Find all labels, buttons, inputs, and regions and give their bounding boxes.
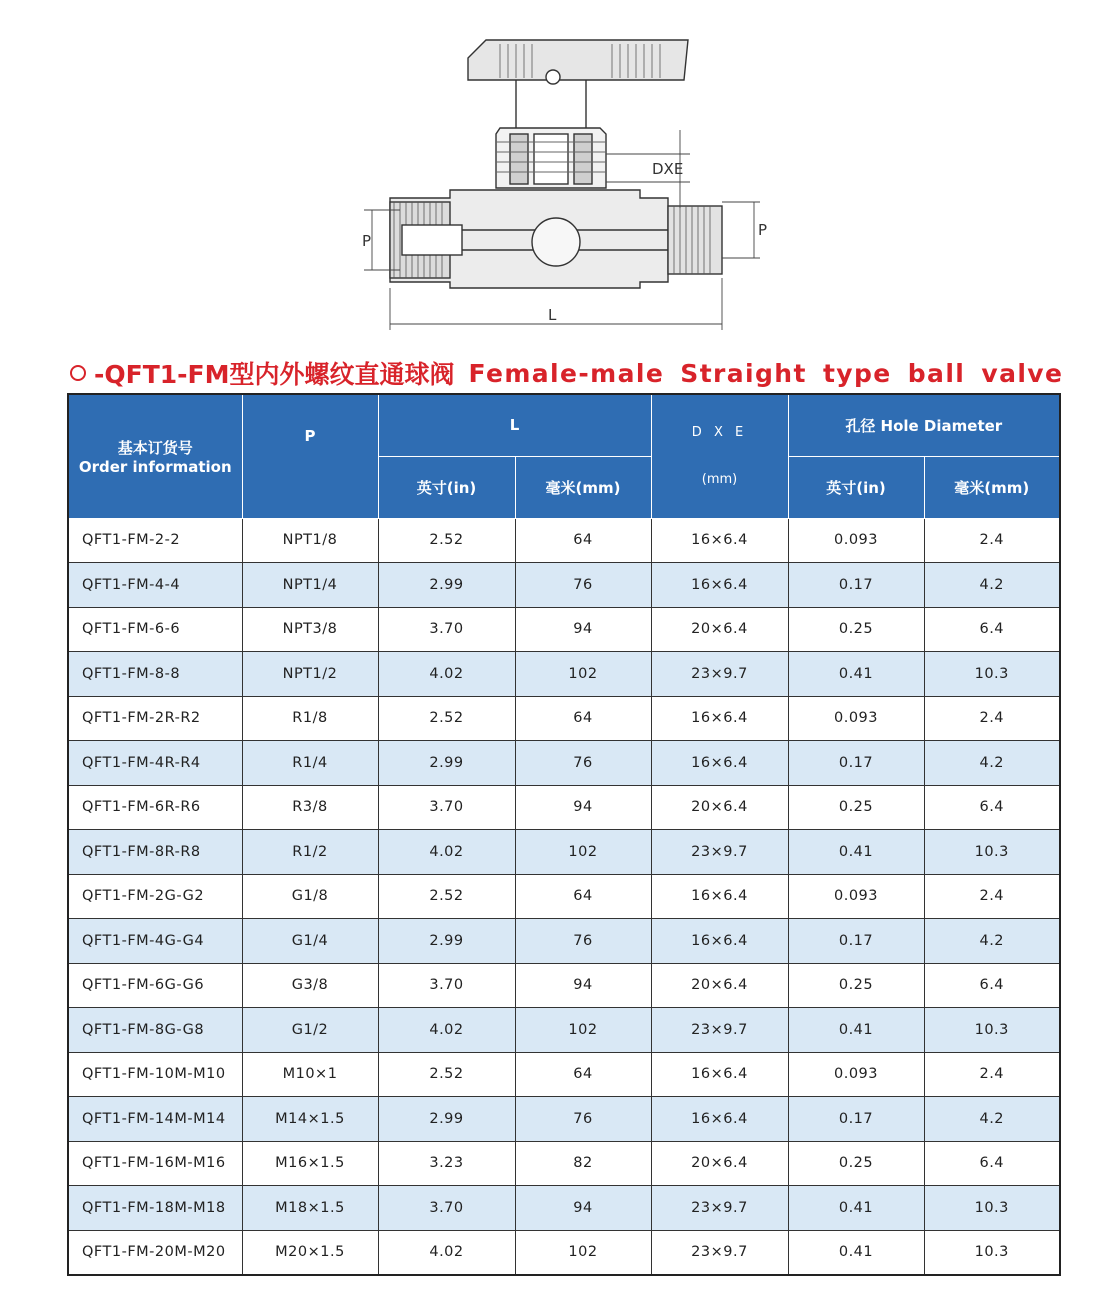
cell-order-code: QFT1-FM-20M-M20 — [68, 1230, 242, 1275]
cell-dxe: 23×9.7 — [651, 1186, 788, 1231]
cell-dxe: 16×6.4 — [651, 563, 788, 608]
cell-l-mm: 82 — [515, 1141, 651, 1186]
header-l-mm: 毫米(mm) — [515, 456, 651, 518]
table-row — [68, 919, 1060, 964]
cell-dxe: 20×6.4 — [651, 785, 788, 830]
cell-dxe: 16×6.4 — [651, 696, 788, 741]
cell-hole-mm: 10.3 — [924, 1008, 1060, 1053]
table-row — [68, 696, 1060, 741]
cell-l-mm: 94 — [515, 963, 651, 1008]
cell-hole-mm: 10.3 — [924, 830, 1060, 875]
cell-l-in: 4.02 — [378, 1008, 515, 1053]
cell-hole-mm: 4.2 — [924, 1097, 1060, 1142]
header-order-en: Order information — [78, 457, 232, 476]
cell-p: NPT1/8 — [242, 518, 378, 563]
cell-hole-in: 0.093 — [788, 874, 924, 919]
cell-dxe: 23×9.7 — [651, 1230, 788, 1275]
cell-l-mm: 64 — [515, 696, 651, 741]
cell-order-code: QFT1-FM-4G-G4 — [68, 919, 242, 964]
cell-p: NPT1/4 — [242, 563, 378, 608]
cell-order-code: QFT1-FM-6G-G6 — [68, 963, 242, 1008]
cell-order-code: QFT1-FM-10M-M10 — [68, 1052, 242, 1097]
cell-order-code: QFT1-FM-16M-M16 — [68, 1141, 242, 1186]
cell-dxe: 20×6.4 — [651, 607, 788, 652]
table-row — [68, 830, 1060, 875]
cell-order-code: QFT1-FM-8-8 — [68, 652, 242, 697]
table-row — [68, 741, 1060, 786]
header-l: L — [378, 394, 651, 456]
table-row — [68, 1230, 1060, 1275]
cell-l-mm: 102 — [515, 652, 651, 697]
cell-order-code: QFT1-FM-14M-M14 — [68, 1097, 242, 1142]
cell-order-code: QFT1-FM-2G-G2 — [68, 874, 242, 919]
cell-dxe: 16×6.4 — [651, 874, 788, 919]
header-hole-in: 英寸(in) — [788, 456, 924, 518]
cell-hole-in: 0.093 — [788, 1052, 924, 1097]
header-l-in: 英寸(in) — [378, 456, 515, 518]
cell-hole-mm: 2.4 — [924, 518, 1060, 563]
cell-dxe: 20×6.4 — [651, 1141, 788, 1186]
table-row — [68, 1141, 1060, 1186]
cell-order-code: QFT1-FM-8G-G8 — [68, 1008, 242, 1053]
cell-hole-in: 0.25 — [788, 607, 924, 652]
header-p: P — [242, 394, 378, 518]
table-row — [68, 785, 1060, 830]
cell-l-mm: 94 — [515, 785, 651, 830]
valve-diagram — [350, 30, 790, 342]
cell-order-code: QFT1-FM-2-2 — [68, 518, 242, 563]
cell-p: G1/2 — [242, 1008, 378, 1053]
cell-l-in: 2.99 — [378, 741, 515, 786]
cell-hole-in: 0.093 — [788, 696, 924, 741]
cell-l-in: 2.99 — [378, 1097, 515, 1142]
cell-hole-in: 0.41 — [788, 652, 924, 697]
dxe-label: DXE — [652, 160, 684, 178]
spec-table — [67, 393, 1061, 1276]
cell-hole-in: 0.41 — [788, 1230, 924, 1275]
header-hole: 孔径 Hole Diameter — [788, 394, 1060, 456]
cell-l-in: 4.02 — [378, 830, 515, 875]
cell-l-in: 3.70 — [378, 963, 515, 1008]
cell-order-code: QFT1-FM-6-6 — [68, 607, 242, 652]
title-english: Female-male Straight type ball valve — [468, 358, 1064, 388]
cell-hole-mm: 6.4 — [924, 607, 1060, 652]
cell-order-code: QFT1-FM-4R-R4 — [68, 741, 242, 786]
cell-hole-in: 0.17 — [788, 919, 924, 964]
cell-l-in: 2.99 — [378, 919, 515, 964]
cell-l-in: 2.52 — [378, 696, 515, 741]
cell-dxe: 16×6.4 — [651, 518, 788, 563]
cell-l-in: 4.02 — [378, 652, 515, 697]
cell-l-in: 3.70 — [378, 1186, 515, 1231]
table-row — [68, 1097, 1060, 1142]
cell-hole-in: 0.17 — [788, 1097, 924, 1142]
cell-hole-mm: 6.4 — [924, 963, 1060, 1008]
cell-p: R3/8 — [242, 785, 378, 830]
cell-p: G3/8 — [242, 963, 378, 1008]
cell-hole-in: 0.17 — [788, 741, 924, 786]
cell-l-mm: 94 — [515, 1186, 651, 1231]
l-label: L — [548, 306, 557, 324]
cell-order-code: QFT1-FM-4-4 — [68, 563, 242, 608]
cell-l-in: 2.99 — [378, 563, 515, 608]
circle-bullet-icon — [70, 365, 86, 381]
cell-hole-mm: 2.4 — [924, 874, 1060, 919]
table-row — [68, 607, 1060, 652]
cell-dxe: 20×6.4 — [651, 963, 788, 1008]
cell-hole-in: 0.17 — [788, 563, 924, 608]
cell-order-code: QFT1-FM-2R-R2 — [68, 696, 242, 741]
table-row — [68, 563, 1060, 608]
cell-hole-mm: 6.4 — [924, 785, 1060, 830]
cell-hole-in: 0.41 — [788, 1186, 924, 1231]
product-title — [70, 355, 1063, 391]
cell-p: G1/8 — [242, 874, 378, 919]
cell-hole-mm: 2.4 — [924, 696, 1060, 741]
cell-dxe: 16×6.4 — [651, 741, 788, 786]
cell-hole-mm: 10.3 — [924, 652, 1060, 697]
table-row — [68, 1052, 1060, 1097]
cell-dxe: 23×9.7 — [651, 830, 788, 875]
cell-l-in: 2.52 — [378, 518, 515, 563]
cell-hole-mm: 10.3 — [924, 1186, 1060, 1231]
cell-hole-in: 0.41 — [788, 830, 924, 875]
header-dxe-unit: (mm) — [701, 472, 738, 488]
cell-hole-mm: 6.4 — [924, 1141, 1060, 1186]
cell-dxe: 23×9.7 — [651, 1008, 788, 1053]
cell-hole-in: 0.25 — [788, 963, 924, 1008]
header-dxe-label: D X E — [691, 425, 748, 441]
table-row — [68, 518, 1060, 563]
p-right-label: P — [758, 221, 768, 239]
cell-order-code: QFT1-FM-6R-R6 — [68, 785, 242, 830]
cell-hole-in: 0.41 — [788, 1008, 924, 1053]
cell-p: M20×1.5 — [242, 1230, 378, 1275]
cell-l-mm: 76 — [515, 1097, 651, 1142]
cell-dxe: 23×9.7 — [651, 652, 788, 697]
cell-p: R1/8 — [242, 696, 378, 741]
cell-hole-mm: 4.2 — [924, 563, 1060, 608]
table-row — [68, 963, 1060, 1008]
cell-p: R1/2 — [242, 830, 378, 875]
cell-l-in: 3.23 — [378, 1141, 515, 1186]
cell-hole-mm: 4.2 — [924, 919, 1060, 964]
cell-l-in: 2.52 — [378, 874, 515, 919]
cell-l-mm: 64 — [515, 1052, 651, 1097]
header-order — [68, 394, 242, 518]
cell-p: NPT1/2 — [242, 652, 378, 697]
cell-order-code: QFT1-FM-18M-M18 — [68, 1186, 242, 1231]
cell-l-in: 2.52 — [378, 1052, 515, 1097]
cell-hole-mm: 10.3 — [924, 1230, 1060, 1275]
table-row — [68, 1008, 1060, 1053]
table-row — [68, 874, 1060, 919]
header-hole-mm: 毫米(mm) — [924, 456, 1060, 518]
cell-hole-in: 0.093 — [788, 518, 924, 563]
cell-p: M16×1.5 — [242, 1141, 378, 1186]
cell-p: G1/4 — [242, 919, 378, 964]
cell-l-mm: 102 — [515, 830, 651, 875]
cell-hole-in: 0.25 — [788, 785, 924, 830]
table-row — [68, 652, 1060, 697]
cell-dxe: 16×6.4 — [651, 919, 788, 964]
cell-l-mm: 102 — [515, 1008, 651, 1053]
cell-l-mm: 102 — [515, 1230, 651, 1275]
cell-p: M14×1.5 — [242, 1097, 378, 1142]
cell-hole-mm: 4.2 — [924, 741, 1060, 786]
cell-l-in: 3.70 — [378, 607, 515, 652]
cell-order-code: QFT1-FM-8R-R8 — [68, 830, 242, 875]
title-model: -QFT1-FM型内外螺纹直通球阀 — [94, 360, 455, 389]
cell-dxe: 16×6.4 — [651, 1052, 788, 1097]
header-order-cn: 基本订货号 — [117, 438, 193, 457]
cell-l-mm: 76 — [515, 563, 651, 608]
p-left-label: P — [362, 232, 372, 250]
cell-p: M10×1 — [242, 1052, 378, 1097]
cell-l-in: 3.70 — [378, 785, 515, 830]
cell-l-mm: 64 — [515, 874, 651, 919]
cell-l-mm: 94 — [515, 607, 651, 652]
cell-p: NPT3/8 — [242, 607, 378, 652]
table-row — [68, 1186, 1060, 1231]
cell-p: M18×1.5 — [242, 1186, 378, 1231]
cell-l-in: 4.02 — [378, 1230, 515, 1275]
cell-hole-in: 0.25 — [788, 1141, 924, 1186]
cell-p: R1/4 — [242, 741, 378, 786]
header-dxe — [651, 394, 788, 518]
cell-hole-mm: 2.4 — [924, 1052, 1060, 1097]
cell-l-mm: 76 — [515, 919, 651, 964]
cell-l-mm: 64 — [515, 518, 651, 563]
cell-dxe: 16×6.4 — [651, 1097, 788, 1142]
cell-l-mm: 76 — [515, 741, 651, 786]
